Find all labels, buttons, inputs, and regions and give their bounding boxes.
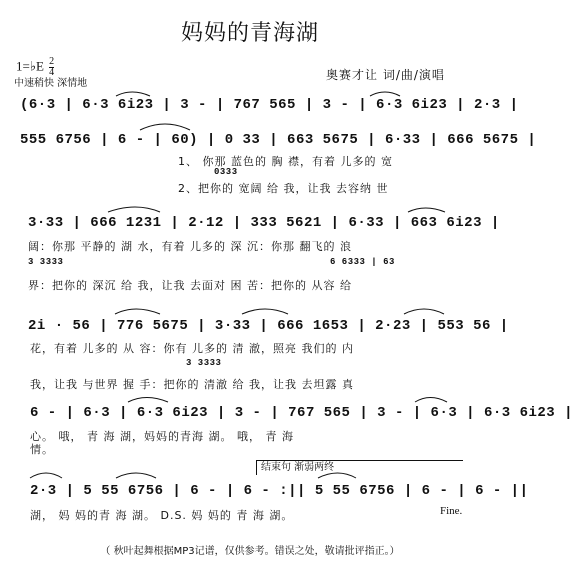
lyric-row-3-verse-2: 界：把你的 深沉 给 我，让我 去面对 困 苦：把你的 从容 给 [28,279,352,292]
slur-mark [370,92,400,96]
notation-row-4: 2i · 56 | 776 5675 | 3·33 | 666 1653 | 2·23 | 553 56 | [28,318,509,334]
time-top: 2 [49,56,55,67]
lyric-row-2-verse-2: 2、把你的 宽阔 给 我，让我 去容纳 世 [178,182,389,195]
lyric-row-2-verse-1: 1、 你那 蓝色的 胸 襟，有着 儿多的 宽 [178,155,393,168]
sub-notation-row-4: 3 3333 [186,358,222,368]
sub-notation-row-3a: 3 3333 [28,257,64,267]
slur-mark [116,92,150,96]
transcription-note: （ 秋叶起舞根据MP3记谱，仅供参考。错误之处，敬请批评指正。） [100,546,400,557]
key-label: 1=♭E [16,58,44,74]
lyric-row-3-verse-1: 阔：你那 平静的 湖 水，有着 儿多的 深 沉：你那 翻飞的 浪 [28,240,352,253]
lyric-row-5-verse-2: 情。 [30,443,54,456]
slur-mark [128,398,168,403]
lyric-row-4-verse-1: 花，有着 儿多的 从 容：你有 儿多的 清 澈，照亮 我们的 内 [30,342,354,355]
notation-row-1: (6·3 | 6·3 6i23 | 3 - | 767 565 | 3 - | 6·3 6i23 | 2·3 | [20,97,519,113]
notation-row-6: 2·3 | 5 55 6756 | 6 - | 6 - :|| 5 55 6756 | 6 - | 6 - || [30,483,529,499]
slur-mark [108,207,160,212]
slur-mark [404,309,444,314]
notation-row-5: 6 - | 6·3 | 6·3 6i23 | 3 - | 767 565 | 3 - | 6·3 | 6·3 6i23 | [30,405,573,421]
slur-mark [140,124,190,130]
fine-marking: Fine. [440,505,463,517]
tempo-marking: 中速稍快 深情地 [14,78,88,89]
slur-mark [408,208,445,212]
credit-line: 奥赛才让 词/曲/演唱 [326,68,445,82]
lyric-row-4-verse-2: 我，让我 与世界 握 手：把你的 清澈 给 我，让我 去坦露 真 [30,378,354,391]
slur-mark [116,473,156,478]
slur-mark [318,473,356,478]
slur-mark [115,309,160,314]
sub-notation-row-2: 0333 [214,167,238,177]
lyric-row-5-verse-1: 心。 哦， 青 海 湖，妈妈的青海 湖。 哦， 青 海 [30,430,294,443]
notation-row-2: 555 6756 | 6 - | 60) | 0 33 | 663 5675 | 6·33 | 666 5675 | [20,132,537,148]
ending-bracket: 结束句 渐弱两终 [256,460,463,475]
lyric-row-6: 湖， 妈 妈的青 海 湖。 D.S. 妈 妈的 青 海 湖。 [30,509,294,522]
song-title: 妈妈的青海湖 [180,21,319,46]
notation-row-3: 3·33 | 666 1231 | 2·12 | 333 5621 | 6·33 | 663 6i23 | [28,215,500,231]
slur-mark [242,309,288,314]
time-bottom: 4 [49,67,55,78]
slur-mark [30,473,62,478]
sub-notation-row-3b: 6 6333 | 63 [330,257,395,267]
slur-mark [415,398,447,403]
